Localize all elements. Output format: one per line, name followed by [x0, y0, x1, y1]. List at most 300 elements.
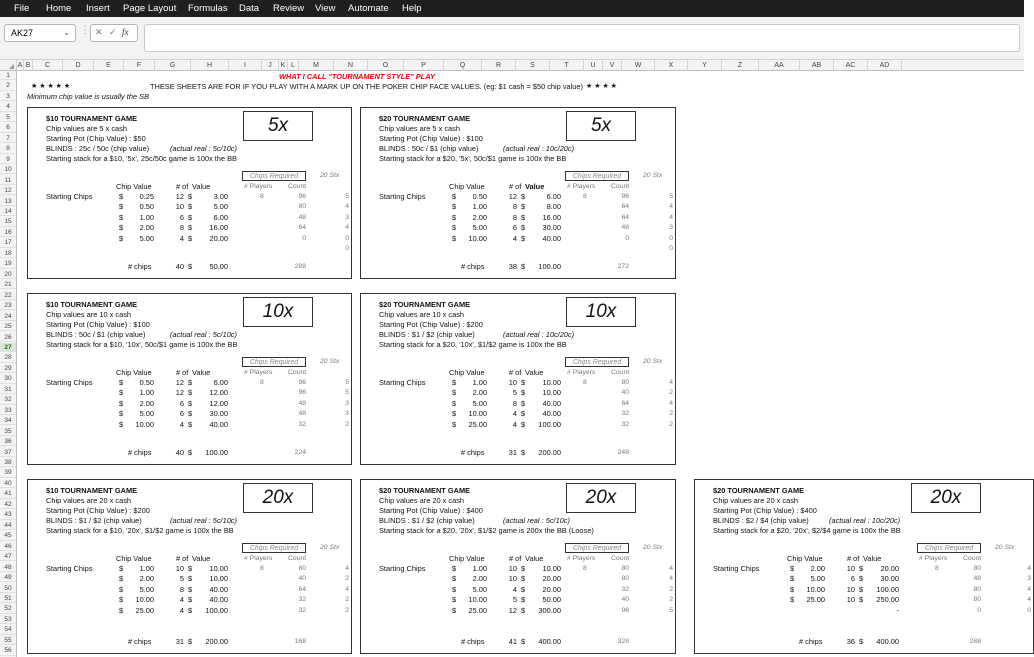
stx-count: 5: [345, 389, 349, 397]
chip-count: 0: [977, 606, 981, 614]
row-header[interactable]: 9: [0, 155, 16, 164]
row-header[interactable]: 20: [0, 270, 16, 279]
chip-num: 6: [179, 409, 184, 419]
chip-count: 64: [621, 203, 629, 211]
stx-count: 5: [345, 193, 349, 200]
select-all-corner[interactable]: [0, 60, 17, 71]
chip-value: 1.00: [472, 202, 487, 212]
column-header-c[interactable]: C: [33, 60, 63, 71]
col-players: # Players: [244, 369, 273, 376]
dollar-sign: $: [521, 409, 526, 419]
fx-icon[interactable]: fx: [122, 27, 129, 37]
starting-chips-label: Starting Chips: [379, 192, 426, 201]
column-header-ab[interactable]: AB: [800, 60, 834, 71]
chip-total-value: 16.00: [209, 223, 228, 233]
column-header-n[interactable]: N: [334, 60, 368, 71]
row-header[interactable]: 27: [0, 343, 16, 352]
chip-value: 10.00: [468, 595, 487, 605]
chip-count: 80: [621, 565, 629, 572]
dollar-sign: $: [452, 419, 457, 429]
column-header-o[interactable]: O: [368, 60, 404, 71]
column-header-ad[interactable]: AD: [868, 60, 902, 71]
row-header[interactable]: 25: [0, 322, 16, 331]
dollar-sign: $: [119, 233, 124, 243]
chip-count: 80: [298, 565, 306, 572]
row-header[interactable]: 24: [0, 312, 16, 321]
stx-count: 4: [345, 585, 349, 593]
chip-value: 5.00: [139, 584, 154, 594]
chip-value: 1.00: [139, 212, 154, 222]
chip-num: 10: [175, 564, 184, 573]
chip-value: 25.00: [468, 419, 487, 429]
row-header[interactable]: 43: [0, 510, 16, 519]
row-header[interactable]: 11: [0, 176, 16, 185]
stx-count: 2: [669, 585, 673, 593]
panel-stack-note: Starting stack for a $20, '5x', 50c/$1 game is 100x the BB: [379, 154, 567, 163]
dollar-sign: $: [521, 564, 526, 573]
chip-total-value: 10.00: [209, 564, 228, 573]
dollar-sign: $: [521, 233, 526, 243]
dollar-sign: $: [188, 448, 193, 457]
row-header[interactable]: 17: [0, 238, 16, 247]
chip-count: 48: [621, 224, 629, 232]
row-header[interactable]: 55: [0, 636, 16, 645]
multiplier-box: 20x: [566, 483, 636, 513]
dollar-sign: $: [859, 564, 864, 573]
panel-actual-real: (actual real : 5c/10c): [503, 516, 570, 525]
chip-num: 5: [179, 574, 184, 584]
column-header-ac[interactable]: AC: [834, 60, 868, 71]
column-header-k[interactable]: K: [279, 60, 288, 71]
panel-actual-real: (actual real : 5c/10c): [170, 516, 237, 525]
chip-num: 10: [846, 584, 855, 594]
stars-left: ★ ★ ★ ★ ★: [31, 83, 71, 90]
menu-review[interactable]: Review: [273, 3, 305, 14]
row-header[interactable]: 56: [0, 646, 16, 655]
total-chips-value: 100.00: [205, 448, 228, 457]
col-chip-value: Chip Value: [787, 554, 823, 563]
chip-total-value: 100.00: [538, 419, 561, 429]
row-header[interactable]: 36: [0, 437, 16, 446]
row-header[interactable]: 32: [0, 395, 16, 404]
chip-num: 8: [179, 223, 184, 233]
chevron-down-icon[interactable]: ⌄: [63, 28, 70, 37]
menu-view[interactable]: View: [315, 3, 336, 14]
total-chips-label: # chips: [799, 637, 823, 646]
row-header[interactable]: 53: [0, 615, 16, 624]
separator-icon: ⋮: [80, 25, 90, 36]
players-count: 8: [583, 565, 587, 572]
row-header[interactable]: 23: [0, 301, 16, 310]
row-header[interactable]: 1: [0, 71, 16, 80]
dollar-sign: $: [119, 564, 124, 573]
stx-count: 2: [345, 596, 349, 604]
stx-count: 4: [669, 399, 673, 407]
menu-data[interactable]: Data: [239, 3, 260, 14]
row-header[interactable]: 18: [0, 249, 16, 258]
column-header-e[interactable]: E: [94, 60, 124, 71]
col-value: Value: [192, 554, 211, 563]
panel-blinds: BLINDS : $1 / $2 (chip value): [46, 516, 142, 525]
panel-blinds: BLINDS : 25c / 50c (chip value): [46, 144, 150, 153]
dollar-sign: $: [521, 419, 526, 429]
row-header[interactable]: 2: [0, 81, 16, 90]
dollar-sign: $: [188, 398, 193, 408]
dollar-sign: $: [521, 378, 526, 387]
starting-chips-label: Starting Chips: [379, 564, 426, 573]
col-chip-value: Chip Value: [449, 368, 485, 377]
chip-count: 64: [298, 585, 306, 593]
chip-value: 25.00: [135, 605, 154, 615]
stx-count: 4: [669, 565, 673, 572]
chip-num: 4: [512, 233, 517, 243]
stx-count: 0: [669, 245, 673, 252]
column-header-l[interactable]: L: [288, 60, 299, 71]
column-header-b[interactable]: B: [24, 60, 33, 71]
chip-value: 25.00: [468, 605, 487, 615]
total-chips-value: 400.00: [876, 637, 899, 646]
row-header[interactable]: 4: [0, 102, 16, 111]
panel-blinds: BLINDS : 50c / $1 (chip value): [46, 330, 146, 339]
dollar-sign: $: [452, 223, 457, 233]
panel-title: $20 TOURNAMENT GAME: [379, 114, 471, 123]
row-header[interactable]: 52: [0, 604, 16, 613]
row-header[interactable]: 35: [0, 427, 16, 436]
stx-count: 4: [345, 224, 349, 232]
chip-value: 1.00: [472, 378, 487, 387]
chips-required-box: Chips Required: [565, 357, 629, 367]
row-header[interactable]: 15: [0, 217, 16, 226]
dollar-sign: $: [119, 212, 124, 222]
dollar-sign: $: [188, 233, 193, 243]
col-value: Value: [525, 554, 544, 563]
dollar-sign: $: [452, 233, 457, 243]
chip-total-value: 12.00: [209, 388, 228, 398]
row-header[interactable]: 6: [0, 123, 16, 132]
column-header-j[interactable]: J: [262, 60, 279, 71]
column-header-f[interactable]: F: [124, 60, 155, 71]
chip-total-value: 10.00: [209, 574, 228, 584]
dollar-sign: $: [452, 212, 457, 222]
chip-num: 10: [508, 378, 517, 387]
stx-count: 4: [1027, 585, 1031, 593]
row-header[interactable]: 38: [0, 458, 16, 467]
chip-value: 2.00: [139, 398, 154, 408]
column-header-u[interactable]: U: [584, 60, 603, 71]
menu-file[interactable]: File: [14, 3, 30, 14]
row-header[interactable]: 26: [0, 333, 16, 342]
column-header-x[interactable]: X: [655, 60, 688, 71]
dollar-sign: $: [521, 223, 526, 233]
chip-count: 40: [621, 596, 629, 604]
col-value: Value: [525, 368, 544, 377]
chip-value: 1.00: [139, 388, 154, 398]
chip-value: 0.50: [139, 378, 154, 387]
chip-num: 4: [512, 584, 517, 594]
row-header[interactable]: 54: [0, 625, 16, 634]
tournament-panel: [360, 107, 676, 279]
row-header[interactable]: 21: [0, 280, 16, 289]
column-header-v[interactable]: V: [603, 60, 622, 71]
total-chips-label: # chips: [128, 448, 152, 457]
dollar-sign: $: [790, 564, 795, 573]
tournament-panel: [27, 293, 352, 465]
chip-value: 2.00: [139, 574, 154, 584]
row-header[interactable]: 30: [0, 374, 16, 383]
stx-count: 3: [669, 224, 673, 232]
min-chip-note-text: Minimum chip value is usually the SB: [27, 92, 149, 101]
players-count: 8: [260, 379, 264, 386]
chip-total-value: 250.00: [876, 595, 899, 605]
dollar-sign: $: [188, 262, 193, 271]
formula-bar-area: [0, 17, 1024, 60]
row-header[interactable]: 12: [0, 186, 16, 195]
players-count: 8: [260, 565, 264, 572]
chip-value: 2.00: [472, 212, 487, 222]
total-chips-label: # chips: [461, 448, 485, 457]
stx-count: 4: [1027, 565, 1031, 572]
chip-value: 10.00: [468, 233, 487, 243]
chip-num: 10: [508, 564, 517, 573]
dollar-sign: $: [119, 584, 124, 594]
dollar-sign: $: [188, 564, 193, 573]
row-header[interactable]: 41: [0, 489, 16, 498]
row-header[interactable]: 5: [0, 113, 16, 122]
dollar-sign: $: [188, 192, 193, 201]
tournament-panel: [694, 479, 1034, 654]
row-header[interactable]: 28: [0, 353, 16, 362]
column-header-w[interactable]: W: [622, 60, 655, 71]
column-header-h[interactable]: H: [191, 60, 229, 71]
row-header[interactable]: 31: [0, 385, 16, 394]
chip-count: 96: [621, 606, 629, 614]
total-chips-value: 50.00: [209, 262, 228, 271]
stx-count: 4: [345, 565, 349, 572]
dollar-sign: $: [119, 574, 124, 584]
col-count: Count: [288, 369, 307, 376]
stx-count: 5: [669, 193, 673, 200]
row-header[interactable]: 34: [0, 416, 16, 425]
players-count: 8: [583, 379, 587, 386]
stx-count: 3: [1027, 575, 1031, 583]
row-header[interactable]: 7: [0, 134, 16, 143]
chips-required-box: Chips Required: [242, 357, 306, 367]
column-header-d[interactable]: D: [63, 60, 94, 71]
row-header[interactable]: 46: [0, 542, 16, 551]
chip-value: 0.50: [472, 192, 487, 201]
row-header[interactable]: 29: [0, 364, 16, 373]
column-header-i[interactable]: I: [229, 60, 262, 71]
chip-total-value: 12.00: [209, 398, 228, 408]
row-header[interactable]: 45: [0, 531, 16, 540]
stx-label: 20 Stx: [995, 544, 1015, 551]
dollar-sign: $: [521, 202, 526, 212]
chip-total-value: 6.00: [546, 192, 561, 201]
row-header[interactable]: 22: [0, 291, 16, 300]
menu-page-layout[interactable]: Page Layout: [123, 3, 177, 14]
row-header[interactable]: 50: [0, 584, 16, 593]
row-header[interactable]: 49: [0, 573, 16, 582]
chip-value: 5.00: [810, 574, 825, 584]
enter-icon[interactable]: ✓: [109, 27, 117, 37]
col-count: Count: [611, 369, 630, 376]
chip-num: 6: [179, 398, 184, 408]
starting-chips-label: Starting Chips: [46, 378, 93, 387]
dollar-sign: $: [790, 574, 795, 584]
stx-count: 2: [669, 596, 673, 604]
row-header[interactable]: 19: [0, 259, 16, 268]
col-players: # Players: [567, 555, 596, 562]
row-header[interactable]: 13: [0, 197, 16, 206]
column-header-aa[interactable]: AA: [759, 60, 800, 71]
total-chips-label: # chips: [128, 262, 152, 271]
menu-help[interactable]: Help: [402, 3, 422, 14]
row-headers: [0, 71, 17, 657]
chip-value: 5.00: [139, 409, 154, 419]
col-count: Count: [611, 183, 630, 190]
total-count: 288: [969, 638, 981, 645]
header-note: THESE SHEETS ARE FOR IF YOU PLAY WITH A MARK UP ON THE POKER CHIP FACE VALUES. (eg: $1 cash = $50 chip value): [150, 82, 583, 91]
panel-line: Starting Pot (Chip Value) : $50: [46, 134, 146, 143]
dollar-sign: $: [119, 192, 124, 201]
row-header[interactable]: 10: [0, 165, 16, 174]
dollar-sign: $: [188, 212, 193, 222]
chip-num: 12: [508, 605, 517, 615]
stx-count: 0: [345, 234, 349, 242]
chip-count: 48: [973, 575, 981, 583]
row-header[interactable]: 3: [0, 92, 16, 101]
dollar-sign: $: [859, 574, 864, 584]
total-count: 248: [617, 449, 629, 456]
worksheet-grid[interactable]: [17, 71, 1031, 657]
chip-total-value: 40.00: [542, 233, 561, 243]
dollar-sign: $: [119, 398, 124, 408]
chip-total-value: 20.00: [880, 564, 899, 573]
column-header-a[interactable]: A: [17, 62, 23, 69]
menu-automate[interactable]: Automate: [348, 3, 389, 14]
stx-count: 4: [345, 203, 349, 211]
dollar-sign: $: [188, 584, 193, 594]
total-chips-num: 31: [175, 637, 184, 646]
dollar-sign: $: [119, 378, 124, 387]
panel-stack-note: Starting stack for a $10, '5x', 25c/50c game is 100x the BB: [46, 154, 237, 163]
column-header-z[interactable]: Z: [722, 60, 759, 71]
total-chips-num: 31: [508, 448, 517, 457]
row-header[interactable]: 14: [0, 207, 16, 216]
chip-count: 64: [298, 224, 306, 232]
chips-required-box: Chips Required: [917, 543, 981, 553]
chip-value: 5.00: [139, 233, 154, 243]
row-header[interactable]: 16: [0, 228, 16, 237]
row-header[interactable]: 40: [0, 479, 16, 488]
stx-count: 2: [345, 606, 349, 614]
panel-title: $10 TOURNAMENT GAME: [46, 486, 138, 495]
panel-stack-note: Starting stack for a $10, '20x', $1/$2 game is 100x the BB: [46, 526, 234, 535]
chip-num: 12: [175, 378, 184, 387]
column-header-r[interactable]: R: [482, 60, 516, 71]
stars-right: ★ ★ ★ ★: [586, 83, 617, 90]
stx-label: 20 Stx: [320, 358, 340, 365]
column-header-p[interactable]: P: [404, 60, 444, 71]
chips-required-box: Chips Required: [565, 171, 629, 181]
sheet-heading: WHAT I CALL "TOURNAMENT STYLE" PLAY: [279, 72, 435, 81]
dollar-sign: $: [790, 595, 795, 605]
chip-total-value: 10.00: [542, 388, 561, 398]
name-box[interactable]: [4, 24, 76, 42]
row-header[interactable]: 44: [0, 521, 16, 530]
chip-count: 32: [298, 420, 306, 428]
column-header-m[interactable]: M: [299, 60, 334, 71]
row-header[interactable]: 8: [0, 144, 16, 153]
chip-value: 2.00: [472, 388, 487, 398]
panel-line: Starting Pot (Chip Value) : $200: [46, 506, 150, 515]
chip-total-value: 100.00: [876, 584, 899, 594]
menu-insert[interactable]: Insert: [86, 3, 110, 14]
panel-title: $20 TOURNAMENT GAME: [379, 300, 471, 309]
min-chip-note: [27, 92, 149, 101]
row-header[interactable]: 33: [0, 406, 16, 415]
row-header[interactable]: 47: [0, 552, 16, 561]
stx-label: 20 Stx: [643, 358, 663, 365]
column-header-y[interactable]: Y: [688, 60, 722, 71]
row-header[interactable]: 37: [0, 448, 16, 457]
chip-num: 6: [850, 574, 855, 584]
stx-count: 0: [1027, 606, 1031, 614]
chip-total-value: 30.00: [542, 223, 561, 233]
chip-num: 4: [179, 595, 184, 605]
col-count: Count: [288, 183, 307, 190]
panel-title: $20 TOURNAMENT GAME: [713, 486, 805, 495]
column-header-t[interactable]: T: [550, 60, 584, 71]
row-header[interactable]: 42: [0, 500, 16, 509]
chip-count: 80: [973, 596, 981, 604]
dollar-sign: $: [119, 419, 124, 429]
panel-line: Starting Pot (Chip Value) : $400: [713, 506, 817, 515]
stx-count: 4: [669, 575, 673, 583]
dollar-sign: $: [119, 223, 124, 233]
stx-label: 20 Stx: [643, 172, 663, 179]
chip-count: 96: [298, 379, 306, 386]
total-chips-label: # chips: [461, 637, 485, 646]
dollar-sign: $: [452, 388, 457, 398]
menu-bar: [0, 0, 1024, 17]
menu-formulas[interactable]: Formulas: [188, 3, 228, 14]
column-header-q[interactable]: Q: [444, 60, 482, 71]
chips-required-box: Chips Required: [242, 171, 306, 181]
row-header[interactable]: 39: [0, 468, 16, 477]
dollar-sign: $: [119, 388, 124, 398]
column-header-g[interactable]: G: [155, 60, 191, 71]
dollar-sign: $: [188, 419, 193, 429]
stx-count: 3: [345, 399, 349, 407]
menu-home[interactable]: Home: [46, 3, 72, 14]
chip-num: 4: [512, 419, 517, 429]
total-chips-value: 200.00: [538, 448, 561, 457]
row-header[interactable]: 48: [0, 563, 16, 572]
dollar-sign: $: [521, 574, 526, 584]
dollar-sign: $: [521, 398, 526, 408]
chip-total-value: 10.00: [542, 564, 561, 573]
formula-input[interactable]: [144, 24, 1020, 52]
column-header-s[interactable]: S: [516, 60, 550, 71]
panel-line: Starting Pot (Chip Value) : $400: [379, 506, 483, 515]
cancel-icon[interactable]: ✕: [95, 27, 103, 37]
panel-actual-real: (actual real : 10c/20c): [503, 330, 575, 339]
row-header[interactable]: 51: [0, 594, 16, 603]
chip-total-value: 30.00: [209, 409, 228, 419]
dollar-sign: $: [452, 584, 457, 594]
chip-num: 6: [512, 223, 517, 233]
